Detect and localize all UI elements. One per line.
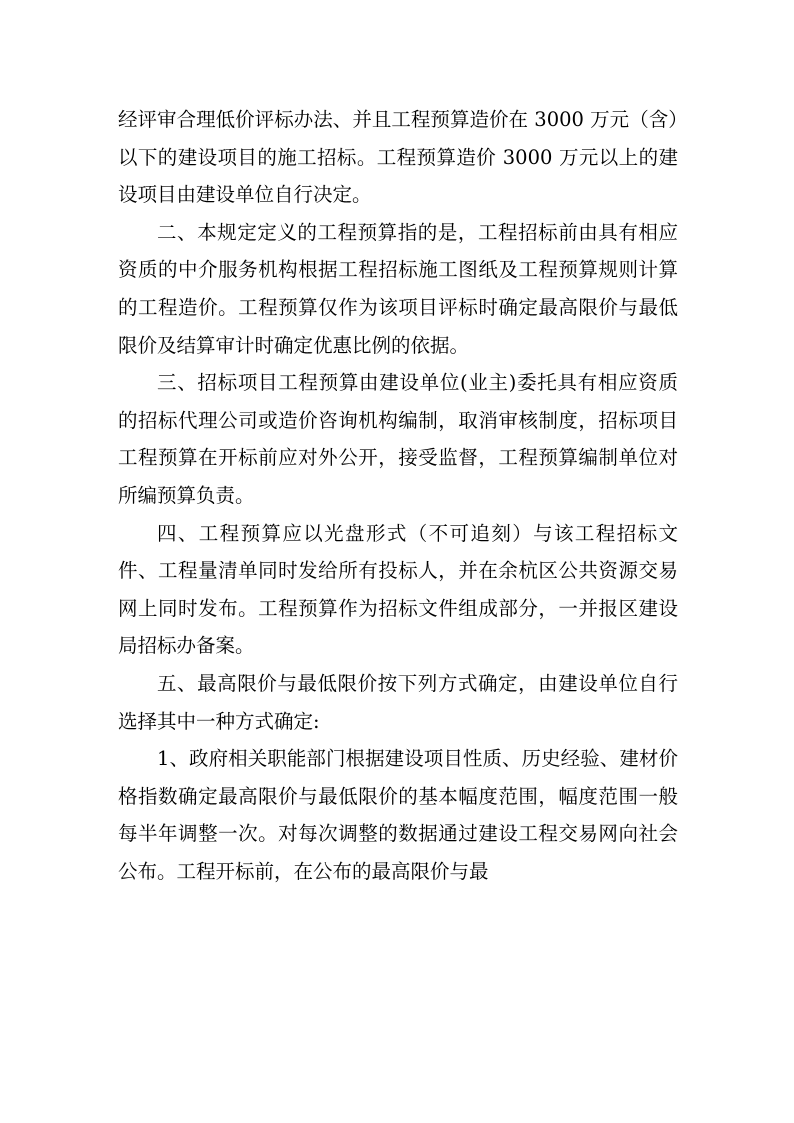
paragraph-section-three-budget-preparation: 三、招标项目工程预算由建设单位(业主)委托具有相应资质的招标代理公司或造价咨询机构编制，取消审核制度，招标项目工程预算在开标前应对外公开，接受监督，工程预算编制单位对所编预算负责。: [118, 371, 678, 507]
paragraph-scope-continuation: 经评审合理低价评标办法、并且工程预算造价在 3000 万元（含）以下的建设项目的施工招标。工程预算造价 3000 万元以上的建设项目由建设单位自行决定。: [118, 108, 678, 207]
paragraph-section-five-price-limits: 五、最高限价与最低限价按下列方式确定，由建设单位自行选择其中一种方式确定:: [118, 671, 678, 733]
paragraph-section-two-budget-definition: 二、本规定定义的工程预算指的是，工程招标前由具有相应资质的中介服务机构根据工程招标施工图纸及工程预算规则计算的工程造价。工程预算仅作为该项目评标时确定最高限价与最低限价及结算审计时确定优惠比例的依据。: [118, 220, 678, 357]
document-body: [118, 101, 678, 890]
paragraph-item-one-government-range: 1、政府相关职能部门根据建设项目性质、历史经验、建材价格指数确定最高限价与最低限价的基本幅度范围，幅度范围一般每半年调整一次。对每次调整的数据通过建设工程交易网向社会公布。工程开标前，在公布的最高限价与最: [118, 747, 678, 883]
paragraph-section-four-budget-release: 四、工程预算应以光盘形式（不可追刻）与该工程招标文件、工程量清单同时发给所有投标人，并在余杭区公共资源交易网上同时发布。工程预算作为招标文件组成部分，一并报区建设局招标办备案。: [118, 521, 678, 658]
